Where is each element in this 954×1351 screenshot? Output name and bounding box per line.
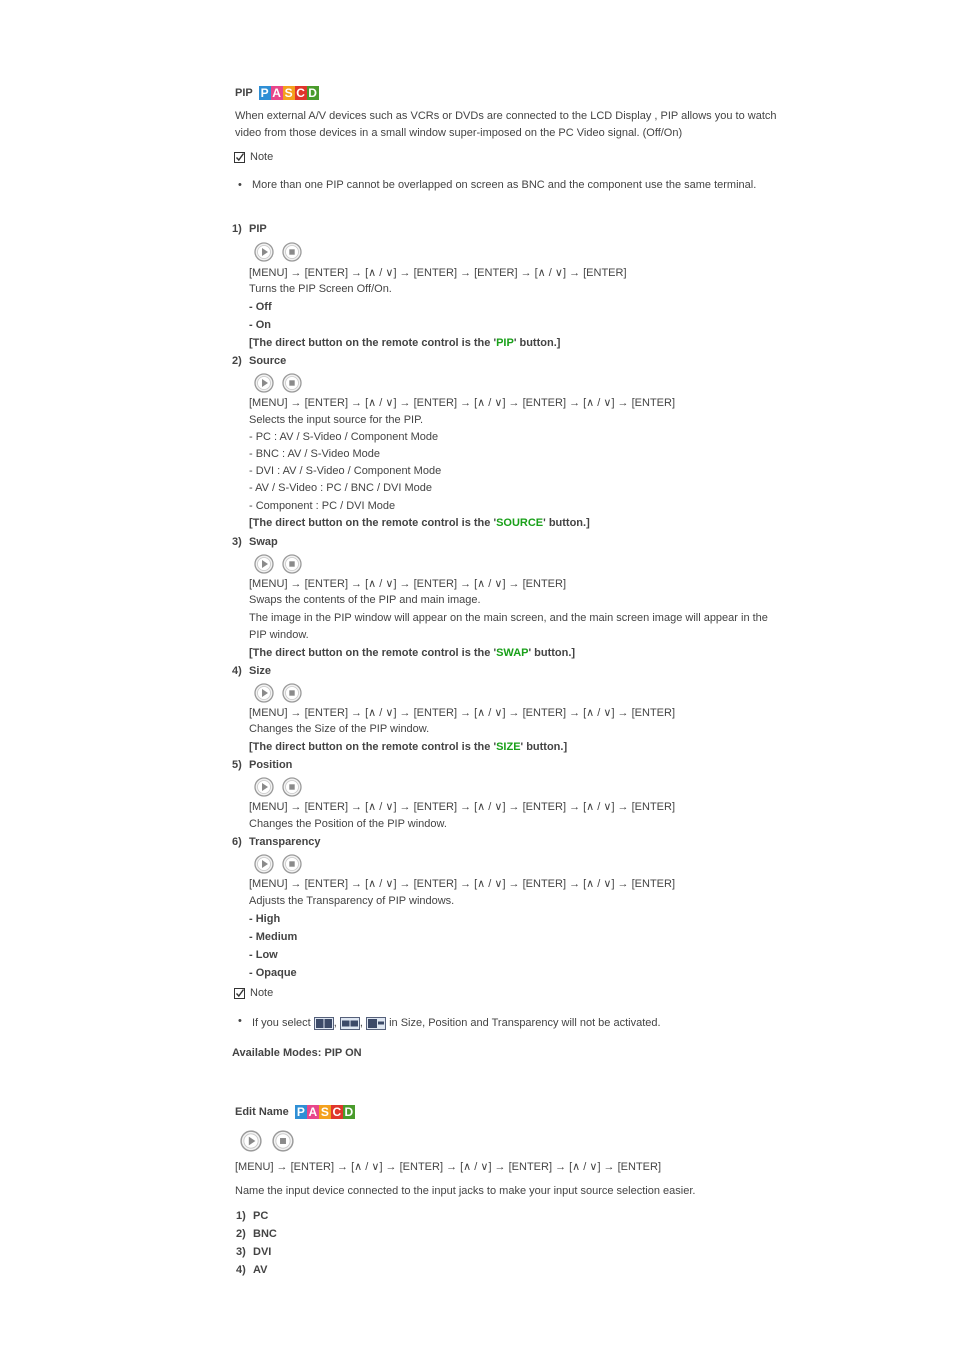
list-item-number: 4) [236,1264,246,1276]
badge-s: S [320,1105,329,1119]
list-item-number: 3) [236,1246,246,1258]
list-item-bnc: BNC [253,1228,277,1240]
badge-p: P [260,86,269,100]
bullet-icon: • [238,1015,242,1027]
direct-button-note [249,517,590,529]
item-desc-3: PIP window. [249,629,309,641]
item-desc: Selects the input source for the PIP. [249,414,424,426]
play-stop-controls [254,854,302,874]
option-on: - On [249,319,271,331]
pip-double-screen-icon [314,1017,334,1030]
bullet-icon: • [238,179,242,191]
play-stop-controls [254,554,302,574]
item-desc: Changes the Position of the PIP window. [249,818,447,830]
list-item-number: 1) [236,1210,246,1222]
source-option-dvi: - DVI : AV / S-Video / Component Mode [249,465,442,477]
item-title-size: Size [249,665,272,677]
note-label: Note [250,151,274,163]
direct-key: SOURCE [496,517,544,529]
option-high: - High [249,913,281,925]
play-stop-controls [240,1130,294,1152]
item-title-swap: Swap [249,536,278,548]
mode-badges [295,1105,355,1119]
edit-name-title [235,1105,355,1119]
list-item-number: 2) [236,1228,246,1240]
item-number: 4) [232,665,242,677]
item-title-transparency: Transparency [249,836,321,848]
badge-a: A [272,86,281,100]
menu-path: [MENU] → [ENTER] → [∧ / ∨] → [ENTER] → [∧ / ∨] → [ENTER] [249,578,567,590]
direct-post: ' button.] [543,517,590,529]
option-medium: - Medium [249,931,298,943]
edit-name-title-text: Edit Name [235,1105,289,1118]
pip-intro-line2: video from those devices in a small window super-imposed on the PC Video signal. (Off/On) [235,127,683,139]
stop-icon[interactable] [282,777,302,797]
menu-path: [MENU] → [ENTER] → [∧ / ∨] → [ENTER] → [∧ / ∨] → [ENTER] → [∧ / ∨] → [ENTER] [235,1161,662,1173]
note-check-icon [234,152,245,163]
direct-key: PIP [496,337,514,349]
badge-p: P [296,1105,305,1119]
edit-name-desc: Name the input device connected to the input jacks to make your input source selection easier. [235,1185,696,1197]
stop-icon[interactable] [282,854,302,874]
option-opaque: - Opaque [249,967,297,979]
pip-intro-line1: When external A/V devices such as VCRs or DVDs are connected to the LCD Display , PIP allows you to watch [235,110,777,122]
badge-c: C [296,86,305,100]
stop-icon[interactable] [272,1130,294,1152]
item-desc: Turns the PIP Screen Off/On. [249,283,392,295]
note-check-icon [234,988,245,999]
source-option-component: - Component : PC / DVI Mode [249,500,396,512]
play-icon[interactable] [254,777,274,797]
note2-post: in Size, Position and Transparency will not be activated. [389,1017,661,1029]
menu-path: [MENU] → [ENTER] → [∧ / ∨] → [ENTER] → [∧ / ∨] → [ENTER] → [∧ / ∨] → [ENTER] [249,397,676,409]
source-option-bnc: - BNC : AV / S-Video Mode [249,448,381,460]
menu-path: [MENU] → [ENTER] → [∧ / ∨] → [ENTER] → [∧ / ∨] → [ENTER] → [∧ / ∨] → [ENTER] [249,707,676,719]
item-number: 5) [232,759,242,771]
badge-a: A [308,1105,318,1119]
menu-path: [MENU] → [ENTER] → [∧ / ∨] → [ENTER] → [ENTER] → [∧ / ∨] → [ENTER] [249,267,627,279]
mode-badges [259,86,319,100]
available-modes: Available Modes: PIP ON [232,1047,362,1059]
play-stop-controls [254,683,302,703]
direct-post: ' button.] [513,337,561,349]
menu-path: [MENU] → [ENTER] → [∧ / ∨] → [ENTER] → [∧ / ∨] → [ENTER] → [∧ / ∨] → [ENTER] [249,878,676,890]
menu-path: [MENU] → [ENTER] → [∧ / ∨] → [ENTER] → [∧ / ∨] → [ENTER] → [∧ / ∨] → [ENTER] [249,801,676,813]
pip-title-text: PIP [235,86,253,99]
item-desc-2: The image in the PIP window will appear on the main screen, and the main screen image will appear in the [249,612,768,624]
direct-button-note [249,337,560,349]
badge-c: C [332,1105,342,1119]
direct-button-note [249,647,575,659]
direct-post: ' button.] [528,647,576,659]
play-stop-controls [254,373,302,393]
play-icon[interactable] [254,554,274,574]
list-item-av: AV [253,1264,268,1276]
source-option-pc: - PC : AV / S-Video / Component Mode [249,431,439,443]
badge-d: D [344,1105,354,1119]
note2-text [252,1012,661,1034]
option-low: - Low [249,949,278,961]
pip-split-icon [366,1017,386,1030]
play-stop-controls [254,242,302,262]
item-title-source: Source [249,355,287,367]
direct-key: SWAP [496,647,529,659]
note-label: Note [250,987,274,999]
direct-post: ' button.] [520,741,568,753]
play-icon[interactable] [254,242,274,262]
direct-key: SIZE [496,741,521,753]
badge-s: S [284,86,293,100]
pip-wide-double-icon [340,1017,360,1030]
note2-sep: , [333,1017,337,1029]
note-text: More than one PIP cannot be overlapped on screen as BNC and the component use the same terminal. [252,179,757,191]
play-stop-controls [254,777,302,797]
note2-pre: If you select [252,1017,311,1029]
list-item-dvi: DVI [253,1246,272,1258]
play-icon[interactable] [254,683,274,703]
item-number: 3) [232,536,242,548]
item-title-pip: PIP [249,223,267,235]
item-desc: Adjusts the Transparency of PIP windows. [249,895,455,907]
stop-icon[interactable] [282,242,302,262]
direct-pre: [The direct button on the remote control is the ' [249,741,497,753]
note2-sep: , [359,1017,363,1029]
item-desc: Swaps the contents of the PIP and main image. [249,594,481,606]
play-icon[interactable] [240,1130,262,1152]
source-option-av: - AV / S-Video : PC / BNC / DVI Mode [249,482,432,494]
list-item-pc: PC [253,1210,269,1222]
play-icon[interactable] [254,373,274,393]
direct-pre: [The direct button on the remote control is the ' [249,337,497,349]
stop-icon[interactable] [282,373,302,393]
pip-section-title [235,86,319,100]
direct-pre: [The direct button on the remote control is the ' [249,647,497,659]
play-icon[interactable] [254,854,274,874]
item-number: 1) [232,223,242,235]
badge-d: D [308,86,317,100]
item-title-position: Position [249,759,293,771]
stop-icon[interactable] [282,683,302,703]
item-number: 6) [232,836,242,848]
stop-icon[interactable] [282,554,302,574]
direct-pre: [The direct button on the remote control is the ' [249,517,497,529]
item-desc: Changes the Size of the PIP window. [249,723,430,735]
direct-button-note [249,741,567,753]
option-off: - Off [249,301,272,313]
item-number: 2) [232,355,242,367]
